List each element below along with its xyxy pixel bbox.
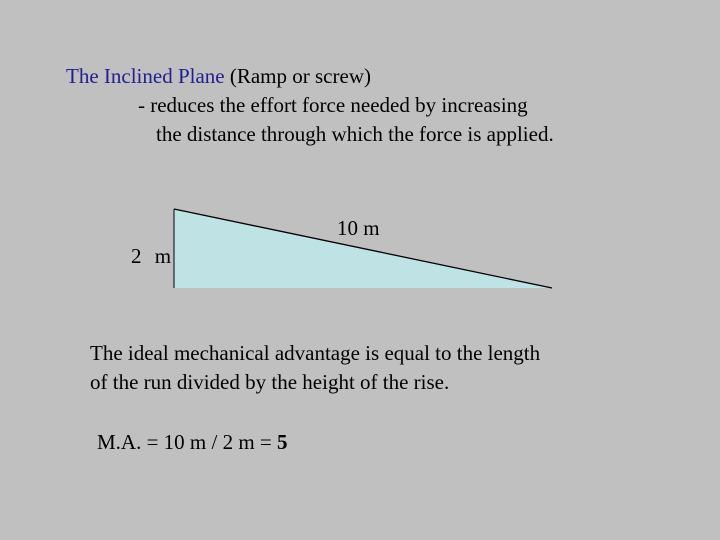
title-parenthetical: (Ramp or screw) xyxy=(224,64,371,88)
formula-expression: M.A. = 10 m / 2 m = xyxy=(97,430,278,454)
subtitle-line-2: the distance through which the force is applied. xyxy=(156,122,554,146)
body-line-2: of the run divided by the height of the rise. xyxy=(90,370,450,394)
title-term: The Inclined Plane xyxy=(66,64,225,88)
subtitle-line-1: - reduces the effort force needed by increasing xyxy=(138,93,528,117)
mechanical-advantage-formula xyxy=(97,430,288,454)
formula-result: 5 xyxy=(277,430,288,454)
hypotenuse-label: 10 m xyxy=(337,216,380,240)
height-label: 2 m xyxy=(131,244,176,268)
body-line-1: The ideal mechanical advantage is equal to the length xyxy=(90,341,541,365)
